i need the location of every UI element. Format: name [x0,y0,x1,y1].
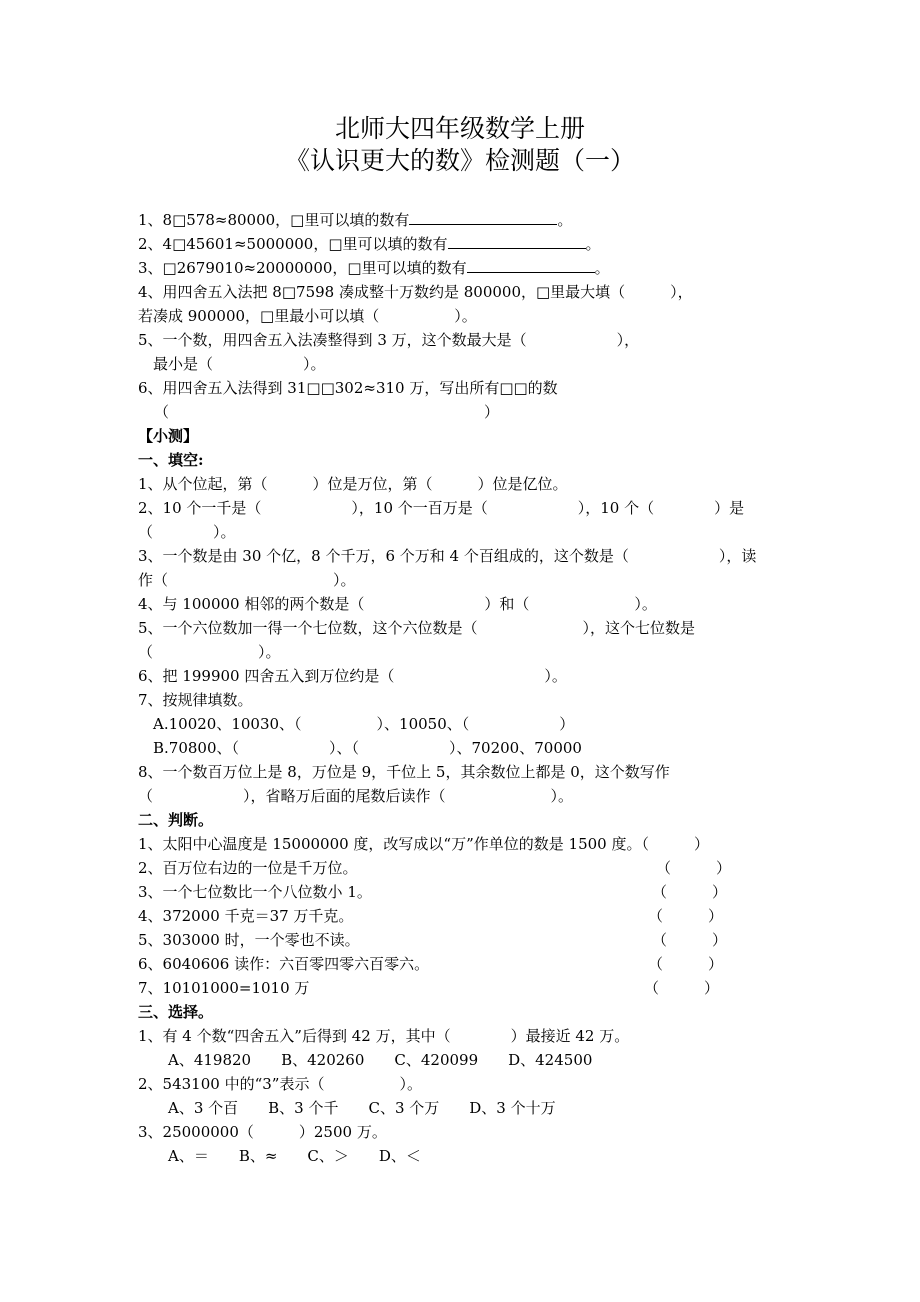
s2-line: 7、10101000=1010 万 [138,979,310,997]
s2-line: 5、303000 时，一个零也不读。 [138,931,360,949]
s3-line: 2、543100 中的“3”表示（ ）。 [138,1075,422,1093]
s2-line: 4、372000 千克＝37 万千克。 [138,907,354,925]
section-2-heading: 二、判断。 [138,811,214,829]
title-line-2: 《认识更大的数》检测题（一） [284,146,635,175]
judge-paren[interactable]: （ ） [656,859,732,877]
s1-line: 7、按规律填数。 [138,691,253,709]
intro-q6: 6、用四舍五入法得到 31□□302≈310 万，写出所有□□的数 [138,379,558,397]
intro-q1-end: 。 [557,211,573,229]
section-1-heading: 一、填空: [138,451,204,469]
judge-paren[interactable]: （ ） [648,907,724,925]
s1-line: 6、把 199900 四舍五入到万位约是（ ）。 [138,667,567,685]
judge-paren[interactable]: （ ） [652,883,728,901]
intro-q5-cont: 最小是（ ）。 [138,355,326,373]
s2-line: 2、百万位右边的一位是千万位。 [138,859,358,877]
s3-options: A、419820 B、420260 C、420099 D、424500 [138,1051,593,1069]
s2-line: 6、6040606 读作：六百零四零六百零六。 [138,955,430,973]
s2-line: 1、太阳中心温度是 15000000 度，改写成以“万”作单位的数是 1500 度。（ ） [138,835,709,853]
s1-line: 作（ ）。 [138,571,356,589]
s2-line: 3、一个七位数比一个八位数小 1。 [138,883,372,901]
intro-q2-text: 2、4□45601≈5000000，□里可以填的数有 [138,235,448,253]
judge-paren[interactable]: （ ） [648,955,724,973]
section-3-heading: 三、选择。 [138,1003,214,1021]
answer-blank[interactable] [409,210,557,225]
judge-paren[interactable]: （ ） [644,979,720,997]
s3-line: 1、有 4 个数“四舍五入”后得到 42 万，其中（ ）最接近 42 万。 [138,1027,630,1045]
s1-line: 8、一个数百万位上是 8，万位是 9，千位上 5，其余数位上都是 0，这个数写作 [138,763,670,781]
s1-line: （ ）。 [138,643,281,661]
intro-q4: 4、用四舍五入法把 8□7598 凑成整十万数约是 800000，□里最大填（ ）， [138,283,693,301]
s1-line: （ ），省略万后面的尾数后读作（ ）。 [138,787,574,805]
s3-options: A、＝ B、≈ C、＞ D、＜ [138,1147,421,1165]
title-line-1: 北师大四年级数学上册 [334,114,585,143]
intro-q3-text: 3、□2679010≈20000000，□里可以填的数有 [138,259,467,277]
answer-blank[interactable] [467,258,595,273]
s1-line: A.10020、10030、（ ）、10050、（ ） [138,715,575,733]
s3-options: A、3 个百 B、3 个千 C、3 个万 D、3 个十万 [138,1099,556,1117]
s1-line: 1、从个位起，第（ ）位是万位，第（ ）位是亿位。 [138,475,568,493]
intro-q4-cont: 若凑成 900000，□里最小可以填（ ）。 [138,307,477,325]
intro-q1 [138,210,788,230]
s1-line: B.70800、（ ）、（ ）、70200、70000 [138,739,582,757]
intro-q2 [138,234,788,254]
s1-line: 4、与 100000 相邻的两个数是（ ）和（ ）。 [138,595,657,613]
intro-q3-end: 。 [594,259,610,277]
xiaoce-heading: 【小测】 [138,427,199,445]
s1-line: 2、10 个一千是（ ），10 个一百万是（ ），10 个（ ）是 [138,499,745,517]
s1-line: （ ）。 [138,523,236,541]
s3-line: 3、25000000（ ）2500 万。 [138,1123,387,1141]
intro-q3 [138,258,788,278]
intro-q5: 5、一个数，用四舍五入法凑整得到 3 万，这个数最大是（ ）， [138,331,640,349]
judge-paren[interactable]: （ ） [652,931,728,949]
s1-line: 3、一个数是由 30 个亿，8 个千万，6 个万和 4 个百组成的，这个数是（ ），读 [138,547,757,565]
answer-blank[interactable] [448,234,586,249]
intro-q1-text: 1、8□578≈80000，□里可以填的数有 [138,211,410,229]
s1-line: 5、一个六位数加一得一个七位数，这个六位数是（ ），这个七位数是 [138,619,696,637]
intro-q2-end: 。 [585,235,601,253]
intro-q6-cont: （ ） [154,403,500,421]
